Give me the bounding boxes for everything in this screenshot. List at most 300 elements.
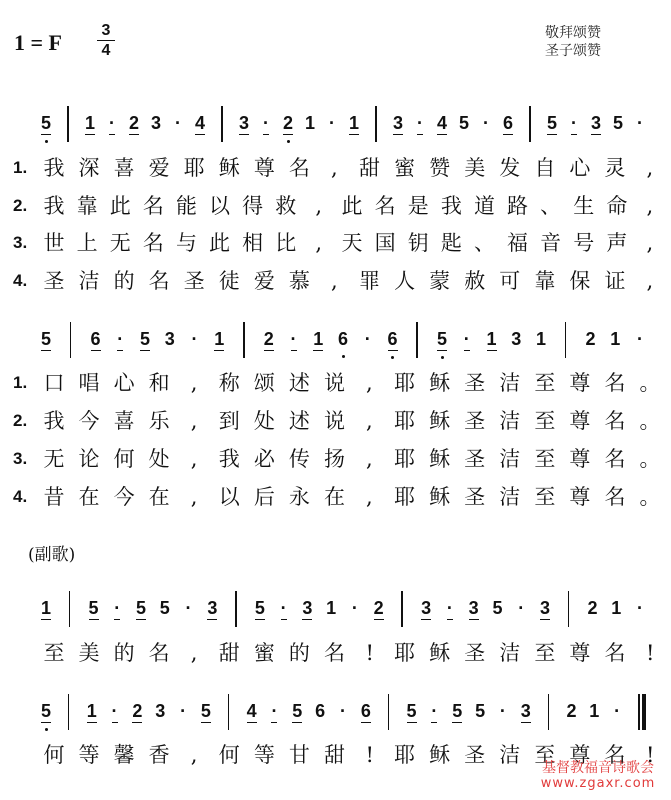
note: 1 [589, 701, 600, 721]
lyric-char: 称 [218, 371, 240, 395]
lyric-char: 无 [109, 231, 131, 255]
lyric-char: 。 [639, 485, 661, 509]
lyric-char: 圣 [464, 485, 486, 509]
lyric-char: 道 [473, 194, 495, 218]
lyric-char: 名 [604, 743, 626, 767]
lyric-char: 。 [639, 409, 661, 433]
duration-dot: · [637, 329, 643, 349]
note: 2 [129, 113, 140, 133]
lyric-char: 今 [78, 409, 100, 433]
lyric-char: , [646, 231, 654, 255]
lyric-char: 洁 [78, 269, 100, 293]
note: 1 [536, 329, 547, 349]
lyric-line [0, 268, 671, 294]
lyric-char: 香 [148, 743, 170, 767]
note: 2 [585, 329, 596, 349]
barline [388, 694, 390, 730]
lyric-char: 耶 [394, 409, 416, 433]
note: 3 [520, 701, 531, 721]
lyric-char: ! [365, 743, 374, 767]
verse-number: 3. [13, 449, 28, 468]
duration-dot: · [637, 113, 643, 133]
verse-number: 2. [13, 196, 28, 215]
note: 4 [195, 113, 206, 133]
lyric-char: , [190, 447, 198, 471]
lyric-line [0, 155, 671, 181]
lyric-char: 人 [394, 269, 416, 293]
lyric-char: 比 [275, 231, 297, 255]
lyric-char: , [190, 371, 198, 395]
note: 3 [151, 113, 162, 133]
barline [68, 694, 70, 730]
lyric-char: 尊 [253, 156, 275, 180]
duration-dot: · [483, 113, 489, 133]
duration-dot: · [175, 113, 181, 133]
lyric-char: 无 [43, 447, 65, 471]
note: 3 [164, 329, 175, 349]
note: 1 [610, 329, 621, 349]
watermark-url: www.zgaxr.com [540, 776, 656, 791]
lyric-char: 名 [323, 641, 345, 665]
lyric-char: 名 [604, 371, 626, 395]
note: 3 [155, 701, 166, 721]
lyric-char: , [190, 641, 198, 665]
note: 2 [587, 598, 598, 618]
lyric-char: 名 [604, 409, 626, 433]
lyric-char: 我 [43, 194, 65, 218]
barline [228, 694, 230, 730]
lyric-char: 心 [113, 371, 135, 395]
lyric-char: 洁 [499, 371, 521, 395]
note: 5 [459, 113, 470, 133]
note: 2 [373, 598, 384, 618]
note: 6 [338, 329, 349, 349]
note: 4 [246, 701, 257, 721]
barline [565, 322, 567, 358]
lyric-char: 洁 [499, 409, 521, 433]
note: 5 [88, 598, 99, 618]
lyric-line [0, 230, 671, 256]
lyric-char: 名 [288, 156, 310, 180]
catalog-labels [545, 24, 601, 60]
lyric-char: 后 [253, 485, 275, 509]
final-barline [638, 694, 647, 730]
lyric-char: 等 [78, 743, 100, 767]
lyric-char: 乐 [148, 409, 170, 433]
lyric-char: 美 [464, 156, 486, 180]
lyric-char: 圣 [464, 743, 486, 767]
lyric-char: , [315, 231, 323, 255]
lyric-char: 美 [78, 641, 100, 665]
lyric-char: 喜 [113, 409, 135, 433]
lyric-char: 是 [407, 194, 429, 218]
duration-dot: · [364, 329, 371, 349]
lyric-char: 号 [573, 231, 595, 255]
meter-denominator: 4 [101, 42, 111, 59]
lyric-char: 至 [534, 371, 556, 395]
lyric-char: 保 [569, 269, 591, 293]
lyric-char: 名 [374, 194, 396, 218]
lyric-char: 甜 [359, 156, 381, 180]
lyric-char: 名 [604, 641, 626, 665]
lyric-char: , [366, 485, 373, 509]
barline [548, 694, 550, 730]
note: 5 [140, 329, 151, 349]
time-signature [95, 22, 117, 59]
note: 2 [263, 329, 274, 349]
barline [221, 106, 223, 142]
lyric-char: 蒙 [429, 269, 451, 293]
note: 6 [360, 701, 371, 721]
lyric-char: 口 [43, 371, 65, 395]
lyric-line [0, 370, 671, 396]
lyric-char: , [646, 194, 654, 218]
lyric-char: 慕 [288, 269, 310, 293]
lyric-char: 甜 [323, 743, 345, 767]
lyric-char: 稣 [429, 447, 451, 471]
note: 1 [611, 598, 622, 618]
lyric-char: 路 [507, 194, 529, 218]
lyric-line [0, 484, 671, 510]
lyric-char: 喜 [113, 156, 135, 180]
note: 5 [200, 701, 211, 721]
barline [70, 322, 72, 358]
lyric-char: , [190, 485, 198, 509]
lyric-char: 至 [43, 641, 65, 665]
lyric-char: 。 [639, 371, 661, 395]
lyric-char: 尊 [569, 447, 591, 471]
lyric-char: 名 [148, 641, 170, 665]
barline [529, 106, 531, 142]
lyric-char: 等 [253, 743, 275, 767]
lyric-char: 甘 [288, 743, 310, 767]
duration-dot: · [351, 598, 358, 618]
notation-row [0, 597, 671, 627]
lyric-char: , [366, 371, 373, 395]
lyric-char: 可 [499, 269, 521, 293]
lyric-char: 命 [606, 194, 628, 218]
lyric-char: , [366, 447, 373, 471]
duration-dot: · [114, 598, 121, 618]
lyric-char: 。 [639, 447, 661, 471]
lyric-char: 洁 [499, 447, 521, 471]
lyric-char: 耶 [394, 641, 416, 665]
lyric-char: 上 [76, 231, 98, 255]
lyric-char: 说 [323, 409, 345, 433]
note: 3 [511, 329, 522, 349]
lyric-char: 尊 [569, 409, 591, 433]
note: 5 [613, 113, 624, 133]
duration-dot: · [271, 701, 278, 721]
note: 2 [132, 701, 143, 721]
lyric-char: 钥 [407, 231, 429, 255]
barline [401, 591, 403, 627]
note: 5 [41, 329, 52, 349]
lyric-char: 此 [209, 231, 231, 255]
duration-dot: · [263, 113, 269, 133]
verse-number: 4. [13, 271, 28, 290]
lyric-char: 唱 [78, 371, 100, 395]
lyric-char: 我 [218, 447, 240, 471]
lyric-char: , [315, 194, 323, 218]
note: 1 [85, 113, 96, 133]
lyric-char: 馨 [113, 743, 135, 767]
note: 1 [326, 598, 337, 618]
note: 1 [214, 329, 225, 349]
note: 5 [492, 598, 503, 618]
lyric-char: 耶 [183, 156, 205, 180]
duration-dot: · [117, 329, 124, 349]
lyric-char: 至 [534, 743, 556, 767]
verse-number: 2. [13, 411, 28, 430]
lyric-char: , [190, 743, 198, 767]
lyric-char: 处 [253, 409, 275, 433]
lyric-char: 尊 [569, 743, 591, 767]
lyric-line [0, 193, 671, 219]
note: 2 [566, 701, 577, 721]
duration-dot: · [518, 598, 525, 618]
note: 2 [283, 113, 294, 133]
lyric-char: 圣 [464, 447, 486, 471]
duration-dot: · [431, 701, 438, 721]
note: 3 [591, 113, 602, 133]
note: 5 [547, 113, 558, 133]
lyric-char: 、 [473, 231, 495, 255]
lyric-char: 的 [113, 641, 135, 665]
lyric-char: , [190, 409, 198, 433]
lyric-char: 稣 [429, 409, 451, 433]
watermark-title: 基督教福音诗歌会 [542, 760, 654, 776]
duration-dot: · [417, 113, 423, 133]
notation-row [0, 700, 671, 730]
lyric-char: 在 [323, 485, 345, 509]
note: 1 [486, 329, 497, 349]
note: 6 [387, 329, 398, 349]
duration-dot: · [280, 598, 287, 618]
note: 1 [41, 598, 52, 618]
barline [235, 591, 237, 627]
lyric-char: 证 [604, 269, 626, 293]
lyric-char: 到 [218, 409, 240, 433]
lyric-char: 名 [604, 447, 626, 471]
lyric-char: 我 [440, 194, 462, 218]
lyric-char: 说 [323, 371, 345, 395]
barline [69, 591, 71, 627]
lyric-line [0, 446, 671, 472]
barline [416, 322, 418, 358]
lyric-char: 匙 [440, 231, 462, 255]
lyric-char: 圣 [183, 269, 205, 293]
lyric-char: 救 [275, 194, 297, 218]
note: 5 [41, 701, 52, 721]
key-signature: 1 = F [14, 30, 62, 55]
lyric-char: 传 [288, 447, 310, 471]
lyric-char: 在 [148, 485, 170, 509]
lyric-char: 罪 [359, 269, 381, 293]
verse-number: 1. [13, 373, 28, 392]
lyric-char: 的 [113, 269, 135, 293]
lyric-char: 相 [242, 231, 264, 255]
note: 6 [315, 701, 326, 721]
note: 3 [393, 113, 404, 133]
lyric-char: ! [365, 641, 374, 665]
lyric-char: 名 [604, 485, 626, 509]
duration-dot: · [463, 329, 470, 349]
duration-dot: · [614, 701, 621, 721]
note: 1 [313, 329, 324, 349]
lyric-char: 的 [288, 641, 310, 665]
lyric-char: 至 [534, 485, 556, 509]
notation-row [0, 112, 671, 142]
duration-dot: · [446, 598, 453, 618]
lyric-char: ! [646, 743, 655, 767]
lyric-char: 声 [606, 231, 628, 255]
verse-number: 4. [13, 487, 28, 506]
duration-dot: · [185, 598, 192, 618]
verse-number: 1. [13, 158, 28, 177]
lyric-char: 至 [534, 409, 556, 433]
lyric-char: 述 [288, 409, 310, 433]
note: 3 [468, 598, 479, 618]
lyric-char: 国 [374, 231, 396, 255]
lyric-char: 爱 [253, 269, 275, 293]
catalog-label: 圣子颂赞 [545, 43, 601, 59]
duration-dot: · [329, 113, 335, 133]
lyric-char: , [330, 156, 338, 180]
note: 5 [437, 329, 448, 349]
lyric-char: 甜 [218, 641, 240, 665]
barline [243, 322, 245, 358]
lyric-char: 能 [175, 194, 197, 218]
duration-dot: · [111, 701, 118, 721]
lyric-char: 耶 [394, 743, 416, 767]
duration-dot: · [191, 329, 198, 349]
lyric-char: 颂 [253, 371, 275, 395]
note: 3 [207, 598, 218, 618]
lyric-char: 耶 [394, 447, 416, 471]
lyric-char: 和 [148, 371, 170, 395]
lyric-char: 自 [534, 156, 556, 180]
note: 5 [452, 701, 463, 721]
duration-dot: · [571, 113, 577, 133]
lyric-line [0, 640, 671, 666]
note: 5 [159, 598, 170, 618]
lyric-char: 我 [43, 409, 65, 433]
watermark [528, 760, 668, 792]
lyric-char: 尊 [569, 485, 591, 509]
lyric-char: , [330, 269, 338, 293]
lyric-char: ! [646, 641, 655, 665]
lyric-char: 我 [43, 156, 65, 180]
note: 5 [136, 598, 147, 618]
lyric-char: 与 [175, 231, 197, 255]
duration-dot: · [340, 701, 346, 721]
duration-dot: · [499, 701, 506, 721]
note: 1 [349, 113, 360, 133]
lyric-char: 圣 [43, 269, 65, 293]
lyric-char: 至 [534, 447, 556, 471]
lyric-char: 、 [540, 194, 562, 218]
lyric-char: 何 [218, 743, 240, 767]
lyric-char: , [646, 156, 654, 180]
note: 6 [503, 113, 514, 133]
barline [67, 106, 69, 142]
note: 5 [41, 113, 52, 133]
lyric-char: 此 [341, 194, 363, 218]
lyric-char: 稣 [429, 641, 451, 665]
note: 5 [475, 701, 486, 721]
notation-row [0, 328, 671, 358]
lyric-char: 圣 [464, 641, 486, 665]
lyric-char: 稣 [218, 156, 240, 180]
lyric-char: 靠 [534, 269, 556, 293]
lyric-char: 名 [148, 269, 170, 293]
note: 3 [421, 598, 432, 618]
duration-dot: · [180, 701, 187, 721]
lyric-char: 今 [113, 485, 135, 509]
note: 5 [406, 701, 417, 721]
lyric-char: 洁 [499, 641, 521, 665]
note: 1 [305, 113, 316, 133]
catalog-label: 敬拜颂赞 [545, 25, 601, 41]
meter-numerator: 3 [101, 22, 111, 39]
lyric-char: 处 [148, 447, 170, 471]
lyric-char: 此 [109, 194, 131, 218]
lyric-char: 蜜 [394, 156, 416, 180]
barline [568, 591, 570, 627]
lyric-char: 必 [253, 447, 275, 471]
lyric-char: 赦 [464, 269, 486, 293]
lyric-char: 耶 [394, 485, 416, 509]
lyric-char: 何 [113, 447, 135, 471]
lyric-char: 蜜 [253, 641, 275, 665]
lyric-char: 徒 [218, 269, 240, 293]
lyric-char: 洁 [499, 743, 521, 767]
lyric-char: 洁 [499, 485, 521, 509]
lyric-char: 福 [507, 231, 529, 255]
barline [375, 106, 377, 142]
lyric-char: 世 [43, 231, 65, 255]
note: 6 [90, 329, 101, 349]
lyric-char: 圣 [464, 409, 486, 433]
lyric-char: 深 [78, 156, 100, 180]
note: 3 [539, 598, 550, 618]
lyric-char: 尊 [569, 641, 591, 665]
lyric-char: 以 [209, 194, 231, 218]
lyric-char: 名 [142, 194, 164, 218]
lyric-char: 永 [288, 485, 310, 509]
lyric-char: 音 [540, 231, 562, 255]
duration-dot: · [109, 113, 115, 133]
note: 3 [239, 113, 250, 133]
chorus-label: (副歌) [28, 545, 76, 565]
lyric-char: 生 [573, 194, 595, 218]
note: 4 [437, 113, 448, 133]
lyric-char: 得 [242, 194, 264, 218]
lyric-char: 爱 [148, 156, 170, 180]
note: 5 [292, 701, 303, 721]
verse-number: 3. [13, 233, 28, 252]
lyric-char: 昔 [43, 485, 65, 509]
lyric-char: 何 [43, 743, 65, 767]
note: 1 [86, 701, 97, 721]
duration-dot: · [637, 598, 643, 618]
lyric-char: 在 [78, 485, 100, 509]
lyric-char: 稣 [429, 743, 451, 767]
note: 5 [254, 598, 265, 618]
lyric-char: 扬 [323, 447, 345, 471]
lyric-char: 稣 [429, 371, 451, 395]
